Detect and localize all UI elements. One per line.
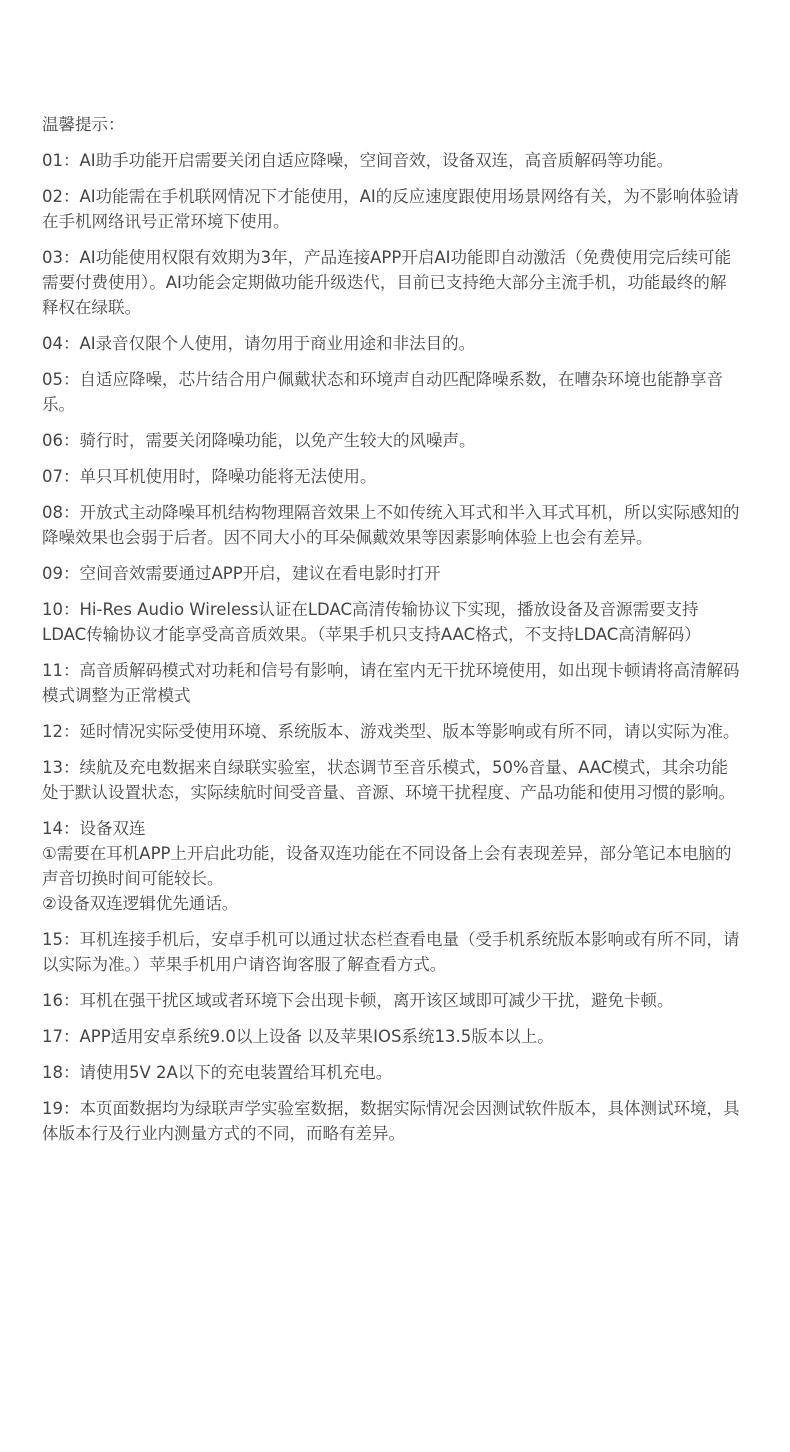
tip-text: 17：APP适用安卓系统9.0以上设备 以及苹果IOS系统13.5版本以上。 <box>42 1027 554 1046</box>
tip-item <box>42 428 742 453</box>
tip-text: 04：AI录音仅限个人使用，请勿用于商业用途和非法目的。 <box>42 334 476 353</box>
tip-item <box>42 597 742 647</box>
tip-item <box>42 184 742 234</box>
tip-item <box>42 245 742 320</box>
tip-text: 14：设备双连 <box>42 819 146 838</box>
tip-item <box>42 816 742 916</box>
tip-text: 18：请使用5V 2A以下的充电装置给耳机充电。 <box>42 1063 393 1082</box>
tip-item <box>42 500 742 550</box>
tip-text: 10：Hi-Res Audio Wireless认证在LDAC高清传输协议下实现，播放设备及音源需要支持LDAC传输协议才能享受高音质效果。（苹果手机只支持AAC格式，不支持LDAC高清解码） <box>42 600 701 644</box>
tip-text: 01：AI助手功能开启需要关闭自适应降噪，空间音效，设备双连，高音质解码等功能。 <box>42 151 674 170</box>
tip-text: 07：单只耳机使用时，降噪功能将无法使用。 <box>42 467 377 486</box>
tips-list <box>42 148 742 1146</box>
tip-text: 13：续航及充电数据来自绿联实验室，状态调节至音乐模式，50%音量、AAC模式，其余功能处于默认设置状态，实际续航时间受音量、音源、环境干扰程度、产品功能和使用习惯的影响。 <box>42 758 735 802</box>
tip-item <box>42 148 742 173</box>
tip-item <box>42 927 742 977</box>
tip-item <box>42 367 742 417</box>
tip-text: 09：空间音效需要通过APP开启，建议在看电影时打开 <box>42 564 441 583</box>
tip-text: 06：骑行时，需要关闭降噪功能，以免产生较大的风噪声。 <box>42 431 476 450</box>
tips-document <box>42 112 742 1157</box>
tip-subtext: ②设备双连逻辑优先通话。 <box>42 894 239 913</box>
tip-item <box>42 464 742 489</box>
tip-text: 15：耳机连接手机后，安卓手机可以通过状态栏查看电量（受手机系统版本影响或有所不同，请以实际为准。）苹果手机用户请咨询客服了解查看方式。 <box>42 930 740 974</box>
tip-text: 12：延时情况实际受使用环境、系统版本、游戏类型、版本等影响或有所不同，请以实际为准。 <box>42 722 740 741</box>
tip-item <box>42 719 742 744</box>
tip-item <box>42 755 742 805</box>
tip-item <box>42 1024 742 1049</box>
tip-text: 02：AI功能需在手机联网情况下才能使用，AI的反应速度跟使用场景网络有关，为不影响体验请在手机网络讯号正常环境下使用。 <box>42 187 739 231</box>
tip-subtext: ①需要在耳机APP上开启此功能，设备双连功能在不同设备上会有表现差异，部分笔记本电脑的声音切换时间可能较长。 <box>42 844 732 888</box>
tip-item <box>42 1060 742 1085</box>
tip-item <box>42 561 742 586</box>
tip-item <box>42 1096 742 1146</box>
tip-text: 08：开放式主动降噪耳机结构物理隔音效果上不如传统入耳式和半入耳式耳机，所以实际感知的降噪效果也会弱于后者。因不同大小的耳朵佩戴效果等因素影响体验上也会有差异。 <box>42 503 740 547</box>
tip-text: 05：自适应降噪，芯片结合用户佩戴状态和环境声自动匹配降噪系数，在嘈杂环境也能静享音乐。 <box>42 370 723 414</box>
tip-item <box>42 658 742 708</box>
tip-text: 19：本页面数据均为绿联声学实验室数据，数据实际情况会因测试软件版本，具体测试环境，具体版本行及行业内测量方式的不同，而略有差异。 <box>42 1099 740 1143</box>
tip-text: 11：高音质解码模式对功耗和信号有影响，请在室内无干扰环境使用，如出现卡顿请将高清解码模式调整为正常模式 <box>42 661 740 705</box>
tips-title: 温馨提示： <box>42 115 125 134</box>
tip-text: 16：耳机在强干扰区域或者环境下会出现卡顿，离开该区域即可减少干扰，避免卡顿。 <box>42 991 674 1010</box>
tip-item <box>42 331 742 356</box>
tip-text: 03：AI功能使用权限有效期为3年，产品连接APP开启AI功能即自动激活（免费使用完后续可能需要付费使用）。AI功能会定期做功能升级迭代，目前已支持绝大部分主流手机，功能最终的解释权在绿联。 <box>42 248 731 317</box>
tip-item <box>42 988 742 1013</box>
